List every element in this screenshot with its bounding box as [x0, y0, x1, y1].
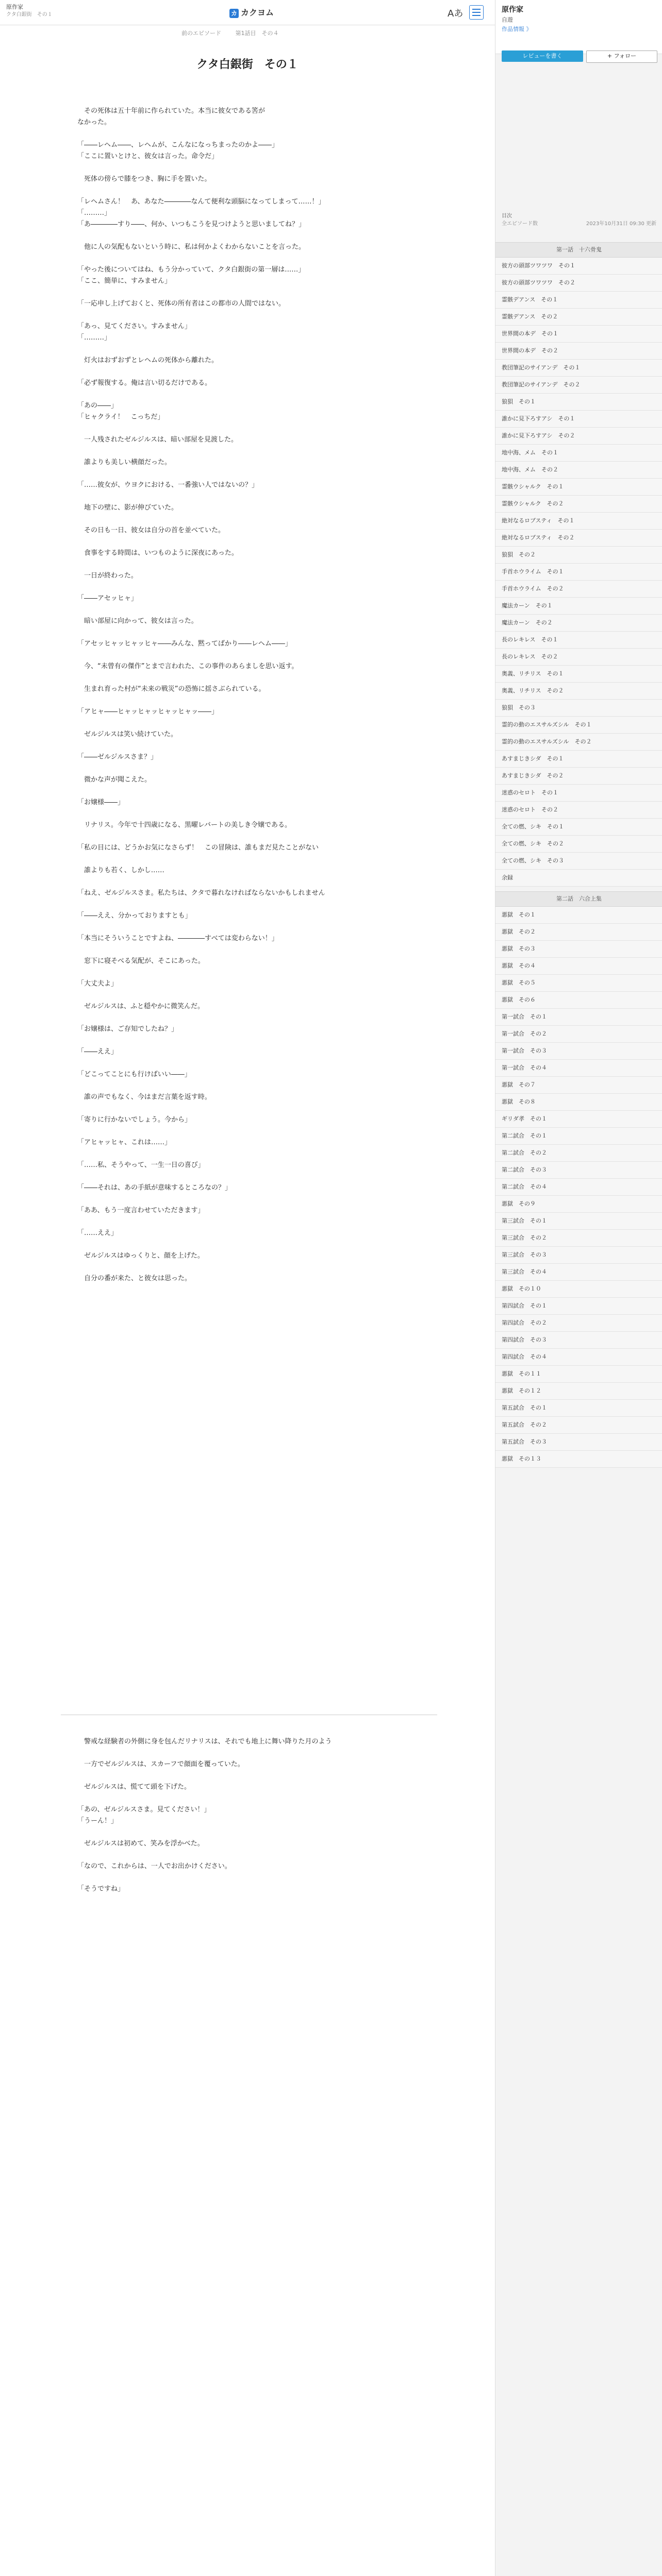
toc-episode-link[interactable]: 誰かに見下ろすアシ その１: [495, 411, 662, 428]
toc-episode-link[interactable]: 狼狽 その３: [495, 700, 662, 717]
toc-episode-link[interactable]: 全ての燃、シキ その２: [495, 836, 662, 853]
toc-episode-link[interactable]: 霊骸ウシャルク その１: [495, 479, 662, 496]
toc-episode-link[interactable]: 地中海、メム その２: [495, 462, 662, 479]
paragraph: 「本当にそういうことですよね、――――すべては変わらない！」: [77, 935, 278, 942]
toc-meta: [495, 211, 662, 226]
toc-episode-link[interactable]: 霊骸ウシャルク その２: [495, 496, 662, 513]
toc-episode-link[interactable]: 魔法カーン その１: [495, 598, 662, 615]
toc-episode-link[interactable]: 余録: [495, 870, 662, 887]
toc-episode-link[interactable]: 手首ホウライム その１: [495, 564, 662, 581]
toc-episode-link[interactable]: 全ての燃、シキ その３: [495, 853, 662, 870]
toc-count-label: 全エピソード数: [502, 221, 538, 227]
paragraph: 一方でゼルジルスは、スカーフで顔面を覆っていた。: [77, 1760, 244, 1768]
work-info[interactable]: [6, 3, 53, 19]
toc-episode-link[interactable]: 絶対なるロブスティ その２: [495, 530, 662, 547]
work-author: 原作家: [6, 4, 23, 10]
paragraph: ゼルジルスはゆっくりと、顔を上げた。: [77, 1252, 204, 1260]
toc-episode-link[interactable]: 手首ホウライム その２: [495, 581, 662, 598]
toc-episode-link[interactable]: 誰かに見下ろすアシ その２: [495, 428, 662, 445]
author-name[interactable]: 自遊: [502, 16, 513, 23]
side-header: [495, 0, 662, 54]
paragraph: 警戒な経験者の外側に身を包んだリナリスは、それでも地上に舞い降りた月のよう: [77, 1738, 332, 1745]
paragraph: 「ああ、もう一度言わせていただきます」: [77, 1207, 205, 1214]
toc-episode-link[interactable]: 第四試合 その２: [495, 1315, 662, 1332]
paragraph: 一日が終わった。: [77, 572, 138, 580]
toc-episode-link[interactable]: 第四試合 その１: [495, 1298, 662, 1315]
paragraph: 地下の壁に、影が伸びていた。: [77, 504, 178, 512]
toc-episode-link[interactable]: 全ての燃、シキ その１: [495, 819, 662, 836]
toc-episode-link[interactable]: 彼方の頭部ツワツワ その２: [495, 275, 662, 292]
prev-episode-link[interactable]: 前のエピソード: [181, 30, 221, 37]
toc-updated-date: 2023年10月31日 09:30 更新: [586, 221, 656, 227]
toc-episode-link[interactable]: 第五試合 その１: [495, 1400, 662, 1417]
toc-episode-link[interactable]: 第二試合 その１: [495, 1128, 662, 1145]
paragraph: 「どこってことにも行けばいい――」: [77, 1071, 191, 1078]
current-episode-link[interactable]: 第1話目 その４: [235, 30, 279, 37]
toc-episode-link[interactable]: 悪獄 その４: [495, 958, 662, 975]
toc-episode-link[interactable]: 狼狽 その１: [495, 394, 662, 411]
toc-episode-link[interactable]: 迷惑のセロト その２: [495, 802, 662, 819]
toc-episode-link[interactable]: 第五試合 その２: [495, 1417, 662, 1434]
toc-episode-link[interactable]: 第五試合 その３: [495, 1434, 662, 1451]
toc-episode-link[interactable]: 第二試合 その３: [495, 1162, 662, 1179]
paragraph: 「アヒャッヒャ、これは……」: [77, 1139, 172, 1146]
paragraph: 「お嬢様――」: [77, 799, 125, 806]
paragraph: 微かな声が聞こえた。: [77, 776, 152, 784]
toc-episode-link[interactable]: 第一試合 その２: [495, 1026, 662, 1043]
site-logo[interactable]: [229, 6, 274, 18]
paragraph: 「――ええ」: [77, 1048, 118, 1056]
toc-episode-link[interactable]: 地中海、メム その１: [495, 445, 662, 462]
toc-episode-link[interactable]: 狼狽 その２: [495, 547, 662, 564]
toc-episode-link[interactable]: 悪獄 その１３: [495, 1451, 662, 1468]
toc-episode-link[interactable]: 教団筆記のサイアンデ その１: [495, 360, 662, 377]
paragraph: ゼルジルスは、ふと穏やかに微笑んだ。: [77, 1003, 204, 1010]
paragraph: その日も一日、彼女は自分の首を並べていた。: [77, 527, 225, 534]
paragraph: 「やった後についてはね、もう分かっていて、クタ白銀街の第一層は……」 「ここ、簡単に、すみません」: [77, 266, 305, 285]
paragraph: 死体の傍らで膝をつき、胸に手を置いた。: [77, 175, 211, 183]
toc-episode-link[interactable]: 悪獄 その２: [495, 924, 662, 941]
toc-episode-link[interactable]: 長のレキレス その１: [495, 632, 662, 649]
side-panel: [495, 0, 662, 2576]
toc-episode-link[interactable]: 第一試合 その１: [495, 1009, 662, 1026]
paragraph: その死体は五十年前に作られていた。本当に彼女である筈が なかった。: [77, 107, 266, 126]
paragraph: 暗い部屋に向かって、彼女は言った。: [77, 617, 198, 625]
font-settings-button[interactable]: Aあ: [448, 8, 464, 19]
toc-episode-link[interactable]: 悪獄 その１: [495, 907, 662, 924]
toc-episode-link[interactable]: 悪獄 その９: [495, 1196, 662, 1213]
episode-body: [77, 106, 420, 1296]
toc-chapter-2: [495, 891, 662, 1468]
toc-episode-link[interactable]: 悪獄 その１２: [495, 1383, 662, 1400]
paragraph: 「――それは、あの手紙が意味するところなの？」: [77, 1184, 232, 1192]
paragraph: 「あっ、見てください。すみません」 「………」: [77, 323, 191, 342]
toc-episode-link[interactable]: 第三試合 その４: [495, 1264, 662, 1281]
episode-title: クタ白銀街 その１: [196, 58, 299, 71]
toc-episode-link[interactable]: 第一試合 その４: [495, 1060, 662, 1077]
toc-episode-link[interactable]: あすまじきシダ その２: [495, 768, 662, 785]
toc-episode-link[interactable]: あすまじきシダ その１: [495, 751, 662, 768]
paragraph: ゼルジルスは笑い続けていた。: [77, 731, 177, 738]
work-title[interactable]: 原作家: [502, 6, 523, 14]
toc-episode-link[interactable]: 霊的の動のエスサルズシル その２: [495, 734, 662, 751]
toc-episode-link[interactable]: 世界間の本デ その１: [495, 326, 662, 343]
toc-episode-link[interactable]: 第四試合 その４: [495, 1349, 662, 1366]
paragraph: 「なので、これからは、一人でお出かけください。: [77, 1862, 231, 1870]
menu-icon[interactable]: [469, 5, 484, 20]
paragraph: 今、“未曾有の傑作”とまで言われた、この事件のあらましを思い返す。: [77, 663, 299, 670]
paragraph: 誰よりも美しい横顔だった。: [77, 459, 172, 466]
write-review-button[interactable]: レビューを書く: [502, 50, 583, 62]
work-episode: クタ白銀街 その１: [6, 12, 53, 18]
paragraph: ゼルジルスは初めて、笑みを浮かべた。: [77, 1840, 204, 1848]
toc-episode-link[interactable]: 奥義、リチリス その２: [495, 683, 662, 700]
paragraph: 「アセッヒャッヒャッヒャ――みんな、黙ってばかり――レヘム――」: [77, 640, 292, 648]
toc-episode-link[interactable]: 第一試合 その３: [495, 1043, 662, 1060]
paragraph: 「レヘムさん！ あ、あなた――――なんて便利な頭脳になってしまって……！」 「………」 「あ――――すり――、何か、いつもこうを見つけようと思いましてね？」: [77, 198, 325, 228]
toc-updated: [495, 219, 662, 226]
toc-chapter-1: [495, 242, 662, 887]
toc-episode-link[interactable]: 悪獄 その６: [495, 992, 662, 1009]
paragraph: 「……ええ」: [77, 1229, 118, 1237]
toc-label: 目次: [502, 213, 512, 219]
toc-episode-link[interactable]: 絶対なるロブスティ その１: [495, 513, 662, 530]
toc-episode-link[interactable]: 霊骸デアンス その１: [495, 292, 662, 309]
chapter-heading: 第一話 十六骨鬼: [495, 242, 662, 258]
toc-episode-link[interactable]: 魔法カーン その２: [495, 615, 662, 632]
paragraph: 「アヒャ――ヒャッヒャッヒャッヒャッ――」: [77, 708, 219, 716]
paragraph: 自分の番が来た、と彼女は思った。: [77, 1275, 192, 1282]
paragraph: リナリス。今年で十四歳になる、黒曜レバートの美しき令嬢である。: [77, 821, 291, 829]
toc-episode-link[interactable]: 第三試合 その２: [495, 1230, 662, 1247]
paragraph: 生まれ育った村が“未来の戦災”の恐怖に揺さぶられている。: [77, 685, 266, 693]
toc-episode-link[interactable]: 奥義、リチリス その１: [495, 666, 662, 683]
kakuyomu-logo-icon: カ: [229, 9, 239, 18]
chapter-heading: 第二話 六合上集: [495, 891, 662, 907]
toc-episode-link[interactable]: 悪獄 その５: [495, 975, 662, 992]
paragraph: 「お嬢様は、ご存知でしたね？」: [77, 1025, 178, 1033]
paragraph: 「寄りに行かないでしょう。今から」: [77, 1116, 192, 1124]
toc-episode-link[interactable]: 第四試合 その３: [495, 1332, 662, 1349]
toc-episode-link[interactable]: 悪獄 その３: [495, 941, 662, 958]
toc-episode-link[interactable]: 彼方の頭部ツワツワ その１: [495, 258, 662, 275]
toc-episode-link[interactable]: 長のレキレス その２: [495, 649, 662, 666]
paragraph: 「……私、そうやって、一生一日の喜び」: [77, 1161, 205, 1169]
paragraph: 「……彼女が、ウヨクにおける、一番強い人ではないの？」: [77, 481, 259, 489]
paragraph: 「あの、ゼルジルスさま。見てください！」 「うーん！」: [77, 1806, 211, 1825]
follow-button[interactable]: + フォロー: [586, 50, 657, 63]
paragraph: 一人残されたゼルジルスは、暗い部屋を見渡した。: [77, 436, 238, 444]
toc-episode-link[interactable]: 悪獄 その１１: [495, 1366, 662, 1383]
paragraph: 誰よりも若く、しかし……: [77, 867, 164, 874]
toc-episode-link[interactable]: ギリダ孝 その１: [495, 1111, 662, 1128]
paragraph: 「大丈夫よ」: [77, 980, 118, 988]
paragraph: 「一応申し上げておくと、死体の所有者はこの都市の人間ではない。: [77, 300, 286, 308]
toc-episode-link[interactable]: 第三試合 その３: [495, 1247, 662, 1264]
toc-episode-link[interactable]: 教団筆記のサイアンデ その２: [495, 377, 662, 394]
paragraph: 誰の声でもなく、今はまだ言葉を返す時。: [77, 1093, 211, 1101]
paragraph: 他に人の気配もないという時に、私は何かよくわからないことを言った。: [77, 243, 306, 251]
paragraph: 窓下に寝そべる気配が、そこにあった。: [77, 957, 205, 965]
toc-episode-link[interactable]: 悪獄 その８: [495, 1094, 662, 1111]
paragraph: 「――ゼルジルスさま？」: [77, 753, 157, 761]
paragraph: 「私の目には、どうかお気になさらず！ この冒険は、誰もまだ見たことがない: [77, 844, 319, 852]
toc-episode-link[interactable]: 第二試合 その２: [495, 1145, 662, 1162]
toc-episode-link[interactable]: 霊骸デアンス その２: [495, 309, 662, 326]
paragraph: ゼルジルスは、慌てて頭を下げた。: [77, 1783, 191, 1791]
toc-episode-link[interactable]: 悪獄 その７: [495, 1077, 662, 1094]
episode-nav: [175, 29, 285, 37]
work-info-link[interactable]: 作品情報 》: [502, 26, 532, 32]
paragraph: 「――アセッヒャ」: [77, 595, 138, 602]
toc-episode-link[interactable]: 悪獄 その１０: [495, 1281, 662, 1298]
toc-episode-link[interactable]: 霊的の動のエスサルズシル その１: [495, 717, 662, 734]
paragraph: 「ねえ、ゼルジルスさま。私たちは、クタで暮れなければならないかもしれません: [77, 889, 325, 897]
toc-episode-link[interactable]: 世界間の本デ その２: [495, 343, 662, 360]
toc-episode-link[interactable]: 第二試合 その４: [495, 1179, 662, 1196]
site-logo-text: カクヨム: [241, 8, 274, 18]
paragraph: 「――ええ、分かっておりますとも」: [77, 912, 192, 920]
paragraph: 「そうですね」: [77, 1885, 125, 1893]
paragraph: 「必ず報復する。俺は言い切るだけである。: [77, 379, 212, 387]
paragraph: 灯火はおずおずとレヘムの死体から離れた。: [77, 357, 219, 364]
paragraph: 「――レヘム――、レヘムが、こんなになっちまったのかよ――」 「ここに置いとけと、彼女は言った。命令だ」: [77, 141, 279, 160]
paragraph: 「あの――」 「ヒャクライ！ こっちだ」: [77, 402, 164, 421]
toc-episode-link[interactable]: 迷惑のセロト その１: [495, 785, 662, 802]
toc-episode-link[interactable]: 第三試合 その１: [495, 1213, 662, 1230]
episode-body-continued: [77, 1736, 420, 1906]
paragraph: 食事をする時間は、いつものように深夜にあった。: [77, 549, 238, 557]
